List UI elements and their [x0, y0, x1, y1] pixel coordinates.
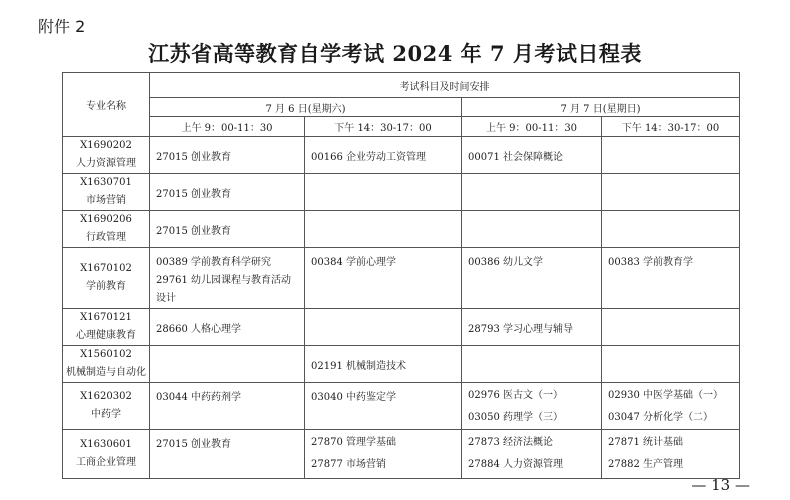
exam-cell	[150, 211, 305, 248]
exam-cell	[462, 383, 602, 430]
major-name: 心理健康教育	[76, 330, 136, 341]
header-slot: 上午 9：00-11：30	[150, 117, 305, 137]
exam-cell	[462, 309, 602, 346]
exam-cell	[150, 346, 305, 383]
exam-subject: 29761 幼儿园课程与教育活动设计	[156, 275, 291, 304]
exam-cell	[150, 430, 305, 479]
header-slot: 上午 9：00-11：30	[462, 117, 602, 137]
table-row	[63, 383, 740, 430]
exam-subject: 03050 药理学（三）	[468, 412, 563, 423]
exam-subject: 02976 医古文（一）	[468, 390, 563, 401]
major-cell	[63, 309, 150, 346]
exam-cell	[602, 248, 740, 309]
exam-cell	[462, 211, 602, 248]
header-day: 7 月 6 日(星期六)	[150, 98, 462, 117]
major-name: 机械制造与自动化	[66, 367, 146, 378]
major-code: X1560102	[80, 349, 132, 360]
exam-subject: 00383 学前教育学	[608, 257, 693, 268]
major-name: 行政管理	[86, 232, 126, 243]
exam-cell	[602, 383, 740, 430]
major-cell	[63, 137, 150, 174]
exam-cell	[462, 137, 602, 174]
exam-cell	[602, 430, 740, 479]
exam-cell	[150, 174, 305, 211]
exam-subject: 00166 企业劳动工资管理	[311, 151, 426, 163]
exam-subject: 27882 生产管理	[608, 459, 683, 470]
exam-cell	[305, 174, 462, 211]
exam-cell	[305, 346, 462, 383]
major-cell	[63, 383, 150, 430]
major-code: X1690206	[80, 214, 132, 225]
major-code: X1620302	[80, 391, 132, 402]
table-row	[63, 174, 740, 211]
exam-subject: 02930 中医学基础（一）	[608, 390, 723, 401]
exam-cell	[305, 211, 462, 248]
page-number: — 13 —	[691, 476, 750, 494]
exam-cell	[602, 174, 740, 211]
exam-cell	[305, 248, 462, 309]
exam-cell	[150, 383, 305, 430]
major-cell	[63, 248, 150, 309]
major-cell	[63, 174, 150, 211]
major-name: 学前教育	[86, 281, 126, 292]
header-day: 7 月 7 日(星期日)	[462, 98, 740, 117]
exam-subject: 27015 创业教育	[156, 188, 231, 200]
exam-subject: 28660 人格心理学	[156, 323, 241, 335]
exam-cell	[462, 346, 602, 383]
exam-cell	[305, 309, 462, 346]
exam-subject: 28793 学习心理与辅导	[468, 323, 573, 335]
exam-subject: 00386 幼儿文学	[468, 257, 543, 268]
exam-subject: 00384 学前心理学	[311, 257, 396, 268]
major-code: X1630601	[80, 439, 132, 450]
exam-subject: 27877 市场营销	[311, 459, 386, 470]
major-name: 人力资源管理	[76, 158, 136, 169]
exam-cell	[602, 137, 740, 174]
header-slot: 下午 14：30-17：00	[305, 117, 462, 137]
exam-cell	[602, 211, 740, 248]
exam-subject: 27015 创业教育	[156, 225, 231, 237]
exam-cell	[305, 137, 462, 174]
exam-cell	[150, 309, 305, 346]
exam-cell	[602, 309, 740, 346]
exam-subject: 03044 中药药剂学	[156, 392, 241, 403]
exam-cell	[305, 383, 462, 430]
exam-cell	[305, 430, 462, 479]
table-row	[63, 309, 740, 346]
major-code: X1670121	[80, 312, 132, 323]
exam-cell	[462, 430, 602, 479]
exam-cell	[462, 248, 602, 309]
major-cell	[63, 430, 150, 479]
exam-cell	[150, 137, 305, 174]
table-row	[63, 248, 740, 309]
exam-subject: 27873 经济法概论	[468, 437, 553, 448]
attachment-label: 附件 2	[38, 17, 86, 36]
exam-subject: 03047 分析化学（二）	[608, 412, 713, 423]
exam-subject: 00071 社会保障概论	[468, 151, 563, 163]
major-code: X1690202	[80, 140, 132, 151]
major-cell	[63, 211, 150, 248]
header-slot: 下午 14：30-17：00	[602, 117, 740, 137]
exam-subject: 27015 创业教育	[156, 151, 231, 163]
exam-cell	[462, 174, 602, 211]
exam-schedule-table	[62, 72, 740, 479]
major-name: 中药学	[91, 409, 121, 420]
table-row	[63, 346, 740, 383]
table-row	[63, 430, 740, 479]
major-name: 工商企业管理	[76, 457, 136, 468]
table-row	[63, 137, 740, 174]
exam-subject: 27884 人力资源管理	[468, 459, 563, 470]
exam-subject: 00389 学前教育科学研究	[156, 257, 271, 268]
major-code: X1670102	[80, 263, 132, 274]
exam-subject: 27015 创业教育	[156, 439, 231, 450]
exam-cell	[150, 248, 305, 309]
exam-subject: 03040 中药鉴定学	[311, 392, 396, 403]
exam-subject: 02191 机械制造技术	[311, 360, 406, 372]
exam-subject: 27870 管理学基础	[311, 437, 396, 448]
exam-cell	[602, 346, 740, 383]
exam-subject: 27871 统计基础	[608, 437, 683, 448]
header-group: 考试科目及时间安排	[150, 73, 740, 98]
table-row	[63, 211, 740, 248]
major-code: X1630701	[80, 177, 132, 188]
major-name: 市场营销	[86, 195, 126, 206]
major-cell	[63, 346, 150, 383]
document-title: 江苏省高等教育自学考试 2024 年 7 月考试日程表	[148, 41, 642, 66]
header-major: 专业名称	[63, 73, 150, 137]
